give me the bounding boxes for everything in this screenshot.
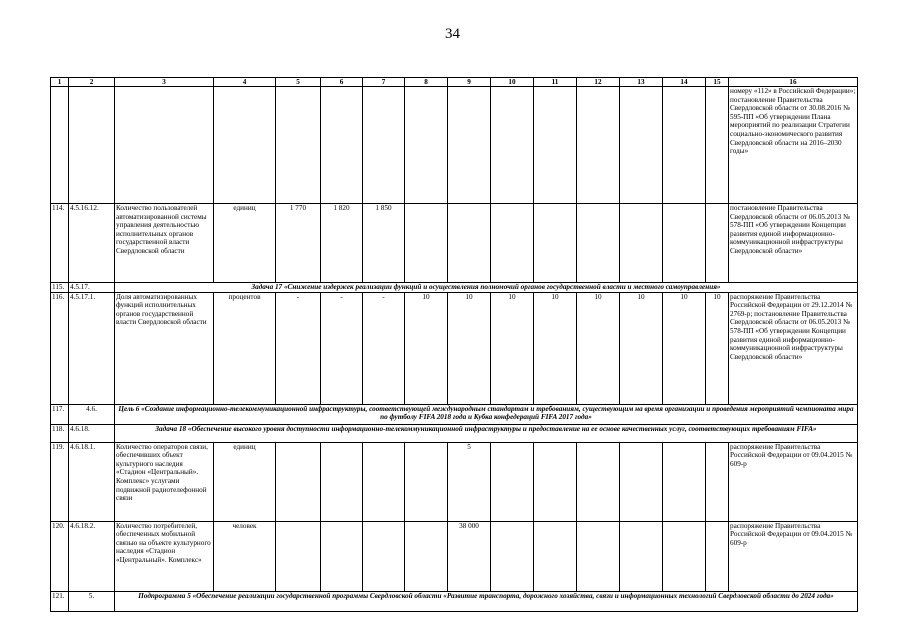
- value-cell: 10: [491, 292, 534, 404]
- value-cell: 10: [405, 292, 448, 404]
- column-header: 12: [577, 78, 620, 87]
- row-number: 118.: [51, 424, 69, 442]
- row-number: 115.: [51, 283, 69, 293]
- table-row: [51, 404, 858, 424]
- row-code: 4.6.: [69, 404, 115, 424]
- table-row: [51, 87, 858, 204]
- value-cell: 5: [448, 442, 491, 521]
- value-cell: 10: [620, 292, 663, 404]
- column-header: 7: [363, 78, 405, 87]
- page-number: 34: [445, 26, 460, 42]
- section-title: Задача 18 «Обеспечение высокого уровня доступности информационно-телекоммуникационной инфраструктуры и предоставление на ее основе качественных услуг, соответствующих требованиям FIFA»: [115, 424, 858, 442]
- column-header: 2: [69, 78, 115, 87]
- section-title: Задача 17 «Снижение издержек реализации функций и осуществления полномочий органов государственной власти и местного самоуправления»: [115, 283, 858, 293]
- column-header: 1: [51, 78, 69, 87]
- section-title: Цель 6 «Создание информационно-телекоммуникационной инфраструктуры, соответствующей международным стандартам и требованиям, существующим на время организации и проведения мероприятий чемпионата мира по футболу FIFA 2018 года и Кубка конфедераций FIFA 2017 года»: [115, 404, 858, 424]
- legal-basis-cell: номеру «112» в Российской Федерации»; постановление Правительства Свердловской области от 30.08.2016 № 595-ПП «Об утверждении Плана мероприятий по реализации Стратегии социально-экономического развития Свердловской области на 2016–2030 годы»: [729, 87, 858, 204]
- indicators-table: [50, 77, 858, 612]
- row-code: 4.5.17.: [69, 283, 115, 293]
- legal-basis-cell: распоряжение Правительства Российской Федерации от 09.04.2015 № 609-р: [729, 521, 858, 591]
- indicator-name: Доля автоматизированных функций исполнительных органов государственной власти Свердловской области: [115, 292, 214, 404]
- value-cell: 1 770: [276, 204, 321, 283]
- table-row: [51, 591, 858, 611]
- column-header: 14: [663, 78, 706, 87]
- value-cell: 10: [706, 292, 729, 404]
- row-number: 116.: [51, 292, 69, 404]
- table-row: [51, 442, 858, 521]
- value-cell: 1 850: [363, 204, 405, 283]
- column-header: 3: [115, 78, 214, 87]
- table-header-row: [51, 78, 858, 87]
- table-row: [51, 292, 858, 404]
- legal-basis-cell: распоряжение Правительства Российской Федерации от 29.12.2014 № 2769-р; постановление Правительства Свердловской области от 06.05.2013 № 578-ПП «Об утверждении Концепции развития единой информационно-коммуникационной инфраструктуры Свердловской области»: [729, 292, 858, 404]
- value-cell: 10: [577, 292, 620, 404]
- value-cell: -: [321, 292, 363, 404]
- legal-basis-cell: постановление Правительства Свердловской области от 06.05.2013 № 578-ПП «Об утверждении Концепции развития единой информационно-коммуникационной инфраструктуры Свердловской области»: [729, 204, 858, 283]
- value-cell: 1 820: [321, 204, 363, 283]
- indicator-name: Количество пользователей автоматизированной системы управления деятельностью исполнительных органов государственной власти Свердловской области: [115, 204, 214, 283]
- row-number: 121.: [51, 591, 69, 611]
- column-header: 4: [214, 78, 276, 87]
- table-row: [51, 521, 858, 591]
- column-header: 6: [321, 78, 363, 87]
- row-code: 5.: [69, 591, 115, 611]
- column-header: 13: [620, 78, 663, 87]
- row-code: 4.6.18.1.: [69, 442, 115, 521]
- unit-cell: единиц: [214, 442, 276, 521]
- value-cell: 10: [663, 292, 706, 404]
- unit-cell: единиц: [214, 204, 276, 283]
- value-cell: 38 000: [448, 521, 491, 591]
- value-cell: 10: [448, 292, 491, 404]
- column-header: 5: [276, 78, 321, 87]
- row-number: 120.: [51, 521, 69, 591]
- row-code: 4.5.16.12.: [69, 204, 115, 283]
- row-number: 117.: [51, 404, 69, 424]
- indicator-name: Количество операторов связи, обеспечивших объект культурного наследия «Стадион «Центральный». Комплекс» услугами подвижной радиотелефонной связи: [115, 442, 214, 521]
- unit-cell: человек: [214, 521, 276, 591]
- column-header: 10: [491, 78, 534, 87]
- value-cell: -: [363, 292, 405, 404]
- column-header: 11: [534, 78, 577, 87]
- column-header: 16: [729, 78, 858, 87]
- legal-basis-cell: распоряжение Правительства Российской Федерации от 09.04.2015 № 609-р: [729, 442, 858, 521]
- table-row: [51, 283, 858, 293]
- value-cell: -: [276, 292, 321, 404]
- column-header: 8: [405, 78, 448, 87]
- value-cell: 10: [534, 292, 577, 404]
- table-row: [51, 204, 858, 283]
- row-code: 4.6.18.: [69, 424, 115, 442]
- column-header: 9: [448, 78, 491, 87]
- column-header: 15: [706, 78, 729, 87]
- row-code: 4.5.17.1.: [69, 292, 115, 404]
- indicator-name: Количество потребителей, обеспеченных мобильной связью на объекте культурного наследия «Стадион «Центральный». Комплекс»: [115, 521, 214, 591]
- row-number: 119.: [51, 442, 69, 521]
- row-number: 114.: [51, 204, 69, 283]
- section-title: Подпрограмма 5 «Обеспечение реализации государственной программы Свердловской области «Развитие транспорта, дорожного хозяйства, связи и информационных технологий Свердловской области до 2024 года»: [115, 591, 858, 611]
- unit-cell: процентов: [214, 292, 276, 404]
- row-code: 4.6.18.2.: [69, 521, 115, 591]
- table-row: [51, 424, 858, 442]
